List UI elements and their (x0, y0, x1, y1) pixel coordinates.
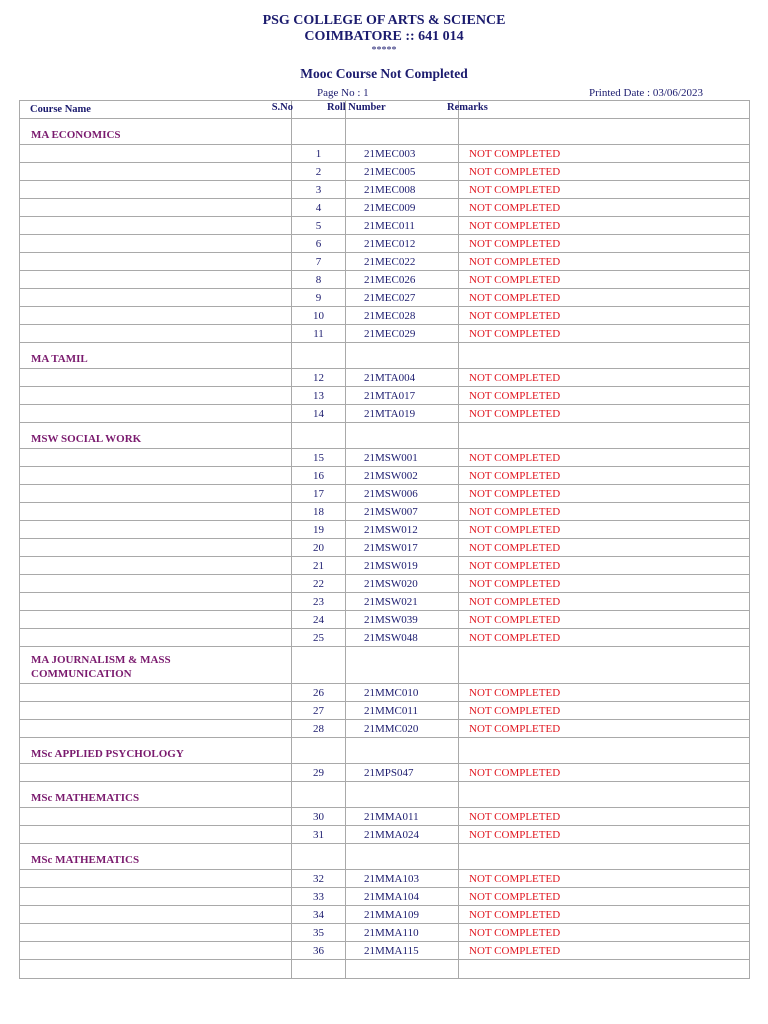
course-cell-empty (20, 217, 292, 235)
remark-status: NOT COMPLETED (459, 924, 750, 942)
roll-number: 21MEC003 (346, 145, 459, 163)
course-cell-empty (20, 387, 292, 405)
college-name: PSG COLLEGE OF ARTS & SCIENCE (262, 13, 506, 28)
roll-number: 21MSW039 (346, 611, 459, 629)
course-cell-empty (20, 369, 292, 387)
roll-number: 21MMC011 (346, 702, 459, 720)
remark-status: NOT COMPLETED (459, 575, 750, 593)
table-row (20, 557, 750, 575)
remark-status: NOT COMPLETED (459, 906, 750, 924)
roll-number: 21MMC020 (346, 720, 459, 738)
course-name: MSW SOCIAL WORK (20, 423, 292, 449)
remark-status: NOT COMPLETED (459, 163, 750, 181)
roll-number: 21MSW048 (346, 629, 459, 647)
table-row (20, 684, 750, 702)
table-row (20, 217, 750, 235)
table-row (20, 271, 750, 289)
course-name: MA JOURNALISM & MASS COMMUNICATION (20, 647, 292, 684)
remark-status: NOT COMPLETED (459, 289, 750, 307)
remark-status: NOT COMPLETED (459, 485, 750, 503)
serial-number: 8 (292, 271, 346, 289)
roll-number: 21MEC012 (346, 235, 459, 253)
empty-cell (459, 782, 750, 808)
table-row (20, 369, 750, 387)
roll-number: 21MSW017 (346, 539, 459, 557)
roll-number: 21MEC008 (346, 181, 459, 199)
table-row (20, 289, 750, 307)
table-row (20, 808, 750, 826)
remark-status: NOT COMPLETED (459, 539, 750, 557)
empty-cell (459, 844, 750, 870)
serial-number: 2 (292, 163, 346, 181)
empty-cell (459, 119, 750, 145)
remark-status: NOT COMPLETED (459, 181, 750, 199)
serial-number: 1 (292, 145, 346, 163)
remark-status: NOT COMPLETED (459, 307, 750, 325)
empty-cell (292, 960, 346, 979)
empty-cell (459, 960, 750, 979)
remark-status: NOT COMPLETED (459, 235, 750, 253)
report-table (19, 100, 750, 979)
course-cell-empty (20, 593, 292, 611)
serial-number: 34 (292, 906, 346, 924)
empty-cell (292, 738, 346, 764)
serial-number: 4 (292, 199, 346, 217)
course-cell-empty (20, 485, 292, 503)
serial-number: 17 (292, 485, 346, 503)
course-cell-empty (20, 145, 292, 163)
empty-cell (292, 844, 346, 870)
roll-number: 21MMA109 (346, 906, 459, 924)
remark-status: NOT COMPLETED (459, 593, 750, 611)
remark-status: NOT COMPLETED (459, 764, 750, 782)
serial-number: 7 (292, 253, 346, 271)
course-cell-empty (20, 575, 292, 593)
serial-number: 25 (292, 629, 346, 647)
course-name: MSc APPLIED PSYCHOLOGY (20, 738, 292, 764)
table-row (20, 593, 750, 611)
table-end-row (20, 960, 750, 979)
remark-status: NOT COMPLETED (459, 888, 750, 906)
course-cell-empty (20, 557, 292, 575)
remark-status: NOT COMPLETED (459, 369, 750, 387)
course-cell-empty (20, 924, 292, 942)
empty-cell (346, 844, 459, 870)
table-row (20, 888, 750, 906)
college-city: COIMBATORE :: 641 014 (304, 29, 464, 44)
roll-number: 21MMA024 (346, 826, 459, 844)
course-group-row (20, 782, 750, 808)
remark-status: NOT COMPLETED (459, 271, 750, 289)
table-row (20, 702, 750, 720)
empty-cell (20, 960, 292, 979)
course-group-row (20, 343, 750, 369)
remark-status: NOT COMPLETED (459, 253, 750, 271)
course-group-row (20, 647, 750, 684)
table-row (20, 611, 750, 629)
course-cell-empty (20, 253, 292, 271)
course-cell-empty (20, 942, 292, 960)
empty-cell (346, 423, 459, 449)
roll-number: 21MSW019 (346, 557, 459, 575)
table-row (20, 253, 750, 271)
roll-number: 21MMA104 (346, 888, 459, 906)
serial-number: 16 (292, 467, 346, 485)
table-row (20, 485, 750, 503)
column-header-remarks (447, 101, 750, 119)
serial-number: 30 (292, 808, 346, 826)
course-cell-empty (20, 181, 292, 199)
table-row (20, 163, 750, 181)
column-header-roll-label: Roll Number (327, 102, 386, 113)
table-row (20, 942, 750, 960)
serial-number: 28 (292, 720, 346, 738)
remark-status: NOT COMPLETED (459, 720, 750, 738)
serial-number: 29 (292, 764, 346, 782)
course-cell-empty (20, 826, 292, 844)
course-cell-empty (20, 235, 292, 253)
serial-number: 32 (292, 870, 346, 888)
roll-number: 21MPS047 (346, 764, 459, 782)
roll-number: 21MMC010 (346, 684, 459, 702)
remark-status: NOT COMPLETED (459, 405, 750, 423)
serial-number: 21 (292, 557, 346, 575)
course-cell-empty (20, 870, 292, 888)
roll-number: 21MSW001 (346, 449, 459, 467)
header-stars: ***** (371, 45, 397, 56)
course-cell-empty (20, 702, 292, 720)
course-cell-empty (20, 199, 292, 217)
course-cell-empty (20, 449, 292, 467)
serial-number: 5 (292, 217, 346, 235)
course-cell-empty (20, 521, 292, 539)
serial-number: 27 (292, 702, 346, 720)
table-row (20, 924, 750, 942)
course-group-row (20, 738, 750, 764)
serial-number: 13 (292, 387, 346, 405)
roll-number: 21MEC029 (346, 325, 459, 343)
roll-number: 21MMA011 (346, 808, 459, 826)
course-group-row (20, 844, 750, 870)
empty-cell (459, 647, 750, 684)
column-header-sno: S.No (271, 102, 293, 113)
roll-number: 21MMA103 (346, 870, 459, 888)
course-cell-empty (20, 503, 292, 521)
report-title: Mooc Course Not Completed (300, 66, 468, 81)
column-header-remarks-label: Remarks (447, 102, 488, 113)
empty-cell (459, 423, 750, 449)
table-row (20, 387, 750, 405)
roll-number: 21MSW006 (346, 485, 459, 503)
remark-status: NOT COMPLETED (459, 808, 750, 826)
course-name: MA ECONOMICS (20, 119, 292, 145)
printed-date: Printed Date : 03/06/2023 (589, 87, 703, 99)
serial-number: 11 (292, 325, 346, 343)
table-row (20, 145, 750, 163)
serial-number: 24 (292, 611, 346, 629)
course-name: MA TAMIL (20, 343, 292, 369)
serial-number: 3 (292, 181, 346, 199)
table-row (20, 449, 750, 467)
serial-number: 33 (292, 888, 346, 906)
remark-status: NOT COMPLETED (459, 702, 750, 720)
table-row (20, 325, 750, 343)
table-row (20, 870, 750, 888)
remark-status: NOT COMPLETED (459, 217, 750, 235)
empty-cell (346, 960, 459, 979)
empty-cell (459, 343, 750, 369)
roll-number: 21MEC028 (346, 307, 459, 325)
roll-number: 21MSW021 (346, 593, 459, 611)
table-row (20, 235, 750, 253)
serial-number: 22 (292, 575, 346, 593)
table-row (20, 720, 750, 738)
table-row (20, 575, 750, 593)
course-cell-empty (20, 684, 292, 702)
table-row (20, 307, 750, 325)
serial-number: 31 (292, 826, 346, 844)
table-row (20, 906, 750, 924)
empty-cell (292, 423, 346, 449)
page-number: Page No : 1 (317, 87, 369, 99)
remark-status: NOT COMPLETED (459, 387, 750, 405)
remark-status: NOT COMPLETED (459, 145, 750, 163)
column-header-roll (327, 101, 459, 119)
course-cell-empty (20, 307, 292, 325)
empty-cell (346, 782, 459, 808)
table-header-row (20, 101, 750, 119)
course-cell-empty (20, 325, 292, 343)
course-cell-empty (20, 163, 292, 181)
course-cell-empty (20, 467, 292, 485)
empty-cell (346, 738, 459, 764)
course-group-row (20, 119, 750, 145)
remark-status: NOT COMPLETED (459, 557, 750, 575)
course-cell-empty (20, 629, 292, 647)
empty-cell (292, 343, 346, 369)
serial-number: 26 (292, 684, 346, 702)
report-table-body (20, 101, 750, 979)
serial-number: 12 (292, 369, 346, 387)
serial-number: 18 (292, 503, 346, 521)
roll-number: 21MSW012 (346, 521, 459, 539)
course-cell-empty (20, 405, 292, 423)
table-row (20, 405, 750, 423)
roll-number: 21MSW020 (346, 575, 459, 593)
empty-cell (459, 738, 750, 764)
roll-number: 21MMA115 (346, 942, 459, 960)
remark-status: NOT COMPLETED (459, 503, 750, 521)
column-header-course (20, 101, 292, 119)
table-row (20, 826, 750, 844)
course-cell-empty (20, 539, 292, 557)
empty-cell (346, 343, 459, 369)
roll-number: 21MSW002 (346, 467, 459, 485)
empty-cell (292, 647, 346, 684)
empty-cell (346, 119, 459, 145)
course-cell-empty (20, 764, 292, 782)
table-row (20, 467, 750, 485)
remark-status: NOT COMPLETED (459, 684, 750, 702)
serial-number: 36 (292, 942, 346, 960)
serial-number: 15 (292, 449, 346, 467)
column-header-course-label: Course Name (30, 104, 91, 115)
roll-number: 21MEC027 (346, 289, 459, 307)
roll-number: 21MEC026 (346, 271, 459, 289)
remark-status: NOT COMPLETED (459, 325, 750, 343)
course-cell-empty (20, 888, 292, 906)
remark-status: NOT COMPLETED (459, 611, 750, 629)
course-cell-empty (20, 289, 292, 307)
remark-status: NOT COMPLETED (459, 826, 750, 844)
course-name: MSc MATHEMATICS (20, 782, 292, 808)
serial-number: 20 (292, 539, 346, 557)
course-cell-empty (20, 906, 292, 924)
table-row (20, 503, 750, 521)
serial-number: 14 (292, 405, 346, 423)
remark-status: NOT COMPLETED (459, 199, 750, 217)
table-row (20, 629, 750, 647)
remark-status: NOT COMPLETED (459, 629, 750, 647)
course-cell-empty (20, 808, 292, 826)
remark-status: NOT COMPLETED (459, 467, 750, 485)
remark-status: NOT COMPLETED (459, 521, 750, 539)
roll-number: 21MMA110 (346, 924, 459, 942)
roll-number: 21MSW007 (346, 503, 459, 521)
course-name: MSc MATHEMATICS (20, 844, 292, 870)
remark-status: NOT COMPLETED (459, 870, 750, 888)
serial-number: 23 (292, 593, 346, 611)
empty-cell (292, 782, 346, 808)
roll-number: 21MEC005 (346, 163, 459, 181)
roll-number: 21MEC022 (346, 253, 459, 271)
table-row (20, 521, 750, 539)
serial-number: 9 (292, 289, 346, 307)
course-cell-empty (20, 611, 292, 629)
roll-number: 21MEC011 (346, 217, 459, 235)
serial-number: 19 (292, 521, 346, 539)
course-group-row (20, 423, 750, 449)
empty-cell (292, 119, 346, 145)
table-row (20, 764, 750, 782)
serial-number: 10 (292, 307, 346, 325)
course-cell-empty (20, 720, 292, 738)
roll-number: 21MTA017 (346, 387, 459, 405)
empty-cell (346, 647, 459, 684)
course-cell-empty (20, 271, 292, 289)
serial-number: 35 (292, 924, 346, 942)
remark-status: NOT COMPLETED (459, 942, 750, 960)
table-row (20, 181, 750, 199)
remark-status: NOT COMPLETED (459, 449, 750, 467)
roll-number: 21MTA004 (346, 369, 459, 387)
table-row (20, 539, 750, 557)
table-row (20, 199, 750, 217)
roll-number: 21MEC009 (346, 199, 459, 217)
roll-number: 21MTA019 (346, 405, 459, 423)
serial-number: 6 (292, 235, 346, 253)
